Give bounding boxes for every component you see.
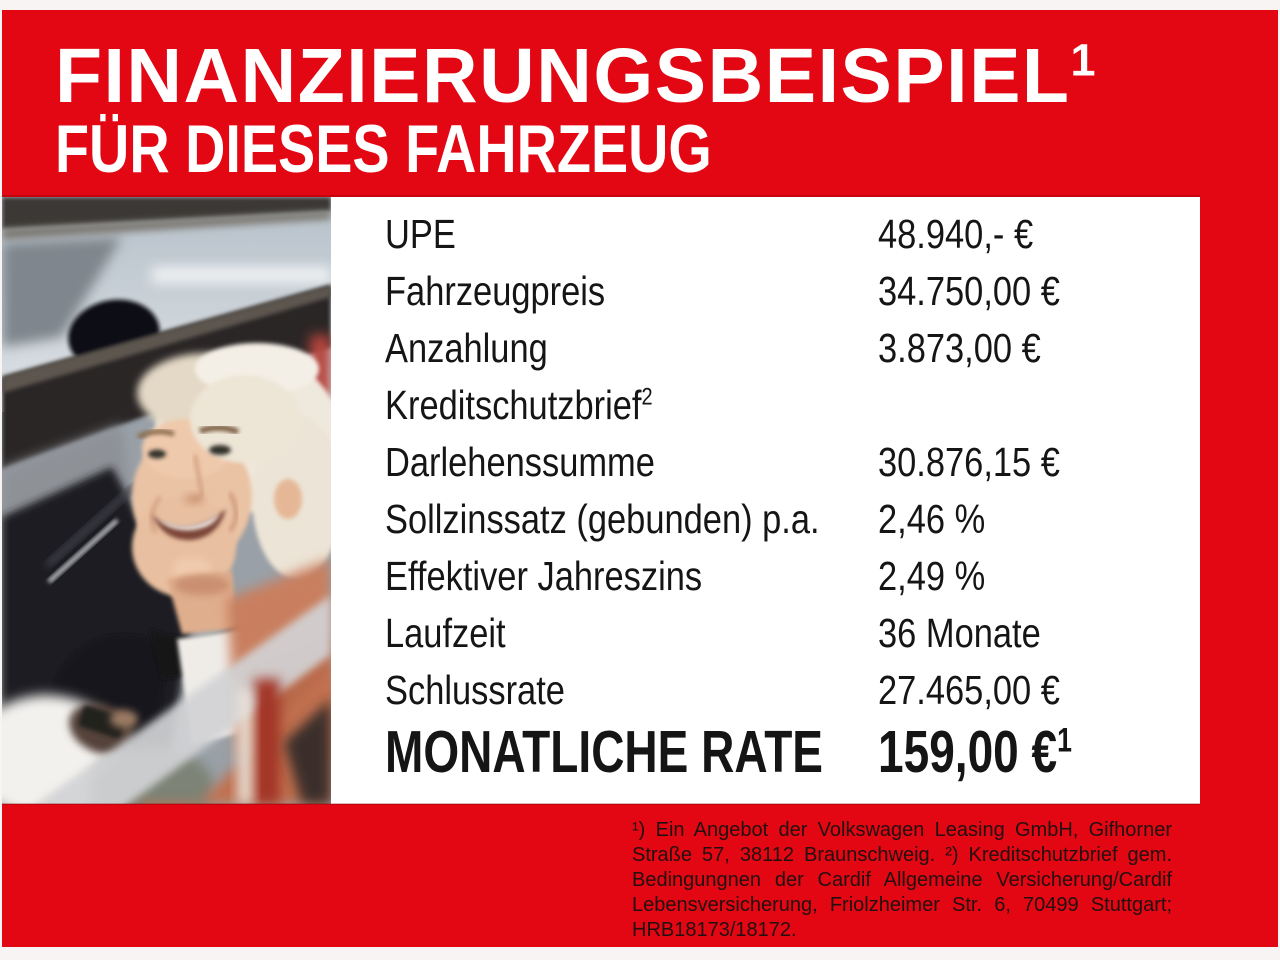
row-label-cell <box>385 377 878 434</box>
table-row <box>385 434 1200 491</box>
row-value: 27.465,00 € <box>878 667 1060 713</box>
footnote-line: Bedingungnen der Cardif Allgemeine Versicherung/Cardif <box>632 869 1172 891</box>
monthly-rate-label: MONATLICHE RATE <box>385 719 824 785</box>
finance-table <box>331 197 1200 785</box>
row-label-cell <box>385 491 878 548</box>
row-label: Laufzeit <box>385 610 506 656</box>
row-label-superscript: 2 <box>641 383 653 411</box>
row-value-cell <box>878 605 1200 662</box>
row-label: Schlussrate <box>385 667 565 713</box>
headline <box>55 33 1096 119</box>
row-label-cell <box>385 206 878 263</box>
table-row <box>385 377 1200 434</box>
monthly-rate-superscript: 1 <box>1057 721 1072 760</box>
row-value-cell <box>878 491 1200 548</box>
table-row <box>385 206 1200 263</box>
table-row <box>385 320 1200 377</box>
table-row <box>385 662 1200 719</box>
row-label-cell <box>385 662 878 719</box>
row-label-cell <box>385 263 878 320</box>
footnote-line: ¹) Ein Angebot der Volkswagen Leasing GmbH, Gifhorner <box>632 819 1172 841</box>
footnote-line: Straße 57, 38112 Braunschweig. ²) Kreditschutzbrief gem. <box>632 844 1172 866</box>
driver-photo-illustration <box>2 197 331 804</box>
row-value-cell <box>878 548 1200 605</box>
row-value-cell <box>878 434 1200 491</box>
table-row <box>385 491 1200 548</box>
header <box>55 33 1096 187</box>
row-value: 30.876,15 € <box>878 439 1060 485</box>
table-row <box>385 548 1200 605</box>
table-row <box>385 605 1200 662</box>
row-value: 34.750,00 € <box>878 268 1060 314</box>
driver-photo <box>2 197 331 804</box>
row-value: 3.873,00 € <box>878 325 1041 371</box>
footnote-line: Lebensversicherung, Friolzheimer Str. 6, 70499 Stuttgart; <box>632 894 1172 916</box>
finance-panel <box>331 197 1200 804</box>
row-value-cell <box>878 320 1200 377</box>
row-value-cell <box>878 377 1200 434</box>
subheadline: FÜR DIESES FAHRZEUG <box>55 111 712 187</box>
row-label-cell <box>385 548 878 605</box>
row-label-cell <box>385 320 878 377</box>
monthly-rate-value: 159,00 € <box>878 719 1058 785</box>
headline-superscript: 1 <box>1070 34 1096 86</box>
row-label: Kreditschutzbrief <box>385 382 642 428</box>
row-label-cell <box>385 434 878 491</box>
subheadline-wrap <box>55 111 1096 187</box>
row-value-cell <box>878 263 1200 320</box>
row-label: Darlehenssumme <box>385 439 655 485</box>
row-label: Anzahlung <box>385 325 548 371</box>
row-value-cell <box>878 662 1200 719</box>
row-label: Sollzinssatz (gebunden) p.a. <box>385 496 820 542</box>
row-value-cell <box>878 206 1200 263</box>
row-label: Fahrzeugpreis <box>385 268 606 314</box>
row-value: 2,46 % <box>878 496 986 542</box>
row-value: 2,49 % <box>878 553 986 599</box>
row-value: 48.940,- € <box>878 211 1034 257</box>
legal-footnote <box>632 818 1172 943</box>
content-bottom-edge <box>2 803 1200 805</box>
row-label: Effektiver Jahreszins <box>385 553 703 599</box>
row-value: 36 Monate <box>878 610 1041 656</box>
row-label: UPE <box>385 211 456 257</box>
footnote-line: HRB18173/18172. <box>632 919 797 941</box>
row-label-cell <box>385 605 878 662</box>
monthly-rate-row <box>385 719 1200 785</box>
table-row <box>385 263 1200 320</box>
monthly-rate-label-cell <box>385 719 878 785</box>
headline-text: FINANZIERUNGSBEISPIEL <box>55 33 1071 119</box>
monthly-rate-value-cell <box>878 719 1127 785</box>
